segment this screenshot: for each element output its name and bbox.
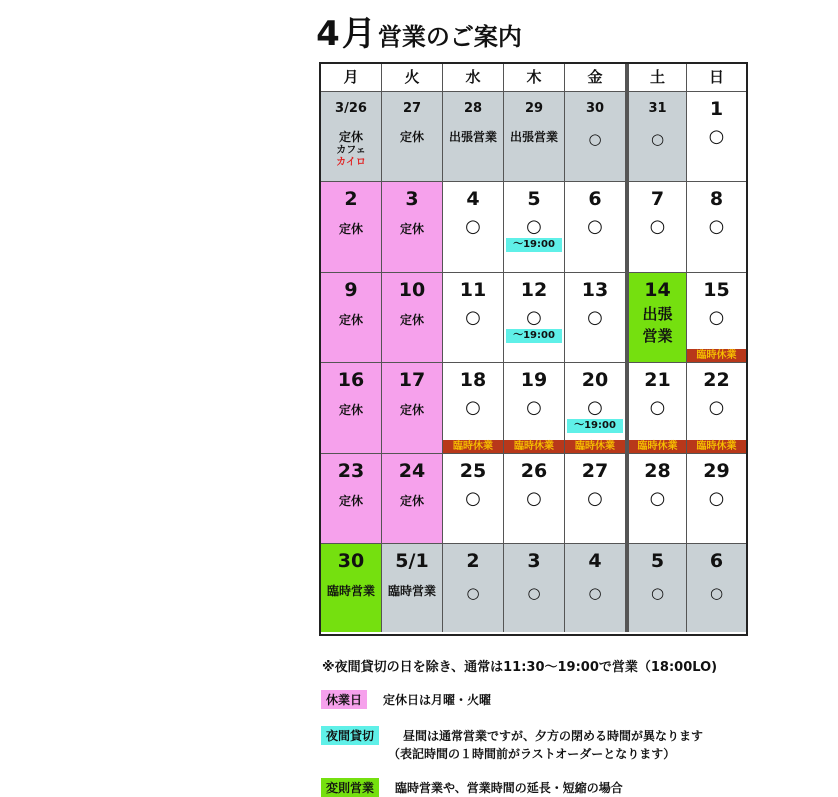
calendar-day-cell <box>565 454 626 544</box>
day-status: ○ <box>526 216 542 237</box>
calendar-day-cell <box>321 273 382 363</box>
calendar-day-cell <box>565 544 626 632</box>
day-status: ○ <box>465 307 481 328</box>
hours-note: ※夜間貸切の日を除き、通常は11:30～19:00で営業（18:00LO) <box>322 660 718 675</box>
calendar-day-cell <box>565 92 626 182</box>
day-status: 定休 <box>338 130 363 144</box>
weekday-header: 土 <box>626 64 687 92</box>
calendar-day-cell <box>504 92 565 182</box>
day-status: ○ <box>709 584 724 602</box>
legend-special <box>321 778 623 797</box>
calendar-day-cell <box>504 273 565 363</box>
day-number: 22 <box>703 369 730 391</box>
night-reservation-badge: ～19:00 <box>567 419 623 433</box>
day-status: ○ <box>708 216 725 237</box>
day-number: 11 <box>459 279 487 301</box>
day-number: 27 <box>402 101 422 116</box>
calendar-day-cell <box>443 544 504 632</box>
day-note-chiro: カイロ <box>336 157 366 168</box>
title-text: 営業のご案内 <box>377 23 522 51</box>
temporary-closed-badge: 臨時休業 <box>687 349 746 362</box>
calendar-day-cell <box>626 544 687 632</box>
day-status: ○ <box>649 216 666 237</box>
day-number: 3/26 <box>335 101 367 116</box>
day-status: 定休 <box>399 403 424 417</box>
day-status: 定休 <box>338 222 363 236</box>
legend-text-special: 臨時営業や、営業時間の延長・短縮の場合 <box>395 781 623 795</box>
day-status: ○ <box>526 307 542 328</box>
day-number: 29 <box>703 460 730 482</box>
day-number: 27 <box>581 460 609 482</box>
day-number: 4 <box>466 188 480 210</box>
calendar-day-cell <box>443 182 504 273</box>
calendar-day-cell <box>504 182 565 273</box>
calendar-day-cell <box>687 182 746 273</box>
day-number: 15 <box>703 279 730 301</box>
day-number: 4 <box>588 550 602 572</box>
calendar-day-cell <box>504 544 565 632</box>
day-number: 13 <box>581 279 609 301</box>
day-number: 30 <box>337 550 365 572</box>
day-status: 臨時営業 <box>387 584 436 598</box>
calendar-day-cell <box>443 363 504 454</box>
day-status: ○ <box>527 584 541 602</box>
day-status: ○ <box>708 397 725 418</box>
calendar-day-cell <box>687 92 746 182</box>
calendar-day-cell <box>382 454 443 544</box>
day-status: 定休 <box>399 130 424 144</box>
day-number: 23 <box>337 460 365 482</box>
day-number: 19 <box>520 369 548 391</box>
calendar <box>319 62 748 636</box>
legend-text-night: 昼間は通常営業ですが、夕方の閉める時間が異なります <box>403 729 704 743</box>
weekday-header: 水 <box>443 64 504 92</box>
day-number: 2 <box>344 188 358 210</box>
day-status: ○ <box>708 307 725 328</box>
temporary-closed-badge: 臨時休業 <box>565 440 625 453</box>
day-status: ○ <box>587 216 603 237</box>
temporary-closed-badge: 臨時休業 <box>504 440 564 453</box>
weekday-header: 火 <box>382 64 443 92</box>
day-status: ○ <box>708 126 725 147</box>
day-number: 6 <box>709 550 724 572</box>
calendar-day-cell <box>626 273 687 363</box>
weekday-header: 日 <box>687 64 746 92</box>
calendar-day-cell <box>382 182 443 273</box>
day-number: 6 <box>588 188 602 210</box>
day-status: 出張 <box>642 305 673 323</box>
calendar-day-cell <box>504 454 565 544</box>
temporary-closed-badge: 臨時休業 <box>687 440 746 453</box>
calendar-day-cell <box>443 92 504 182</box>
day-status: 定休 <box>399 494 424 508</box>
day-status: ○ <box>708 488 725 509</box>
calendar-day-cell <box>626 454 687 544</box>
day-number: 8 <box>709 188 724 210</box>
day-status: ○ <box>466 584 480 602</box>
temporary-closed-badge: 臨時休業 <box>629 440 686 453</box>
calendar-grid <box>321 64 746 634</box>
day-number: 3 <box>527 550 541 572</box>
day-number: 29 <box>524 101 544 116</box>
calendar-day-cell <box>687 273 746 363</box>
day-number: 28 <box>463 101 483 116</box>
calendar-day-cell <box>565 273 626 363</box>
day-number: 5 <box>527 188 541 210</box>
calendar-day-cell <box>565 182 626 273</box>
legend-text-holiday: 定休日は月曜・火曜 <box>383 693 492 707</box>
calendar-day-cell <box>321 454 382 544</box>
calendar-day-cell <box>443 454 504 544</box>
calendar-day-cell <box>687 544 746 632</box>
legend-swatch-night: 夜間貸切 <box>321 726 379 745</box>
calendar-day-cell <box>626 363 687 454</box>
day-status: 定休 <box>399 313 424 327</box>
day-status: ○ <box>465 488 481 509</box>
day-number: 9 <box>344 279 358 301</box>
day-status: ○ <box>465 397 481 418</box>
legend-night <box>321 726 703 745</box>
day-status: ○ <box>650 130 665 148</box>
day-number: 14 <box>644 279 671 301</box>
day-number: 24 <box>398 460 426 482</box>
calendar-day-cell <box>382 92 443 182</box>
day-status: 臨時営業 <box>326 584 375 598</box>
day-number: 5 <box>650 550 665 572</box>
day-status: ○ <box>650 584 665 602</box>
day-number: 28 <box>644 460 671 482</box>
day-number: 30 <box>585 101 605 116</box>
calendar-day-cell <box>382 273 443 363</box>
day-number: 3 <box>405 188 419 210</box>
day-status: ○ <box>587 397 603 418</box>
calendar-day-cell <box>321 182 382 273</box>
title-month: 4月 <box>316 14 378 54</box>
calendar-day-cell <box>687 363 746 454</box>
calendar-day-cell <box>321 363 382 454</box>
legend-swatch-special: 変則営業 <box>321 778 379 797</box>
day-status-line2: 営業 <box>642 327 673 345</box>
day-status: ○ <box>526 397 542 418</box>
calendar-day-cell <box>443 273 504 363</box>
day-number: 26 <box>520 460 548 482</box>
day-note-cafe: カフェ <box>336 145 366 156</box>
weekday-header: 月 <box>321 64 382 92</box>
day-status: 定休 <box>338 494 363 508</box>
day-number: 17 <box>398 369 426 391</box>
day-status: 出張営業 <box>509 130 558 144</box>
day-status: ○ <box>587 307 603 328</box>
day-status: ○ <box>649 488 666 509</box>
calendar-day-cell <box>321 92 382 182</box>
day-status: ○ <box>587 488 603 509</box>
day-number: 10 <box>398 279 426 301</box>
calendar-day-cell <box>504 363 565 454</box>
day-status: ○ <box>649 397 666 418</box>
calendar-day-cell <box>626 92 687 182</box>
calendar-day-cell <box>626 182 687 273</box>
night-reservation-badge: ～19:00 <box>506 238 562 252</box>
temporary-closed-badge: 臨時休業 <box>443 440 503 453</box>
day-number: 2 <box>466 550 480 572</box>
calendar-day-cell <box>687 454 746 544</box>
day-number: 21 <box>644 369 671 391</box>
calendar-day-cell <box>321 544 382 632</box>
day-status: 出張営業 <box>448 130 497 144</box>
legend-swatch-holiday: 休業日 <box>321 690 367 709</box>
page-title <box>0 6 838 55</box>
night-reservation-badge: ～19:00 <box>506 329 562 343</box>
weekday-header: 木 <box>504 64 565 92</box>
day-number: 5/1 <box>395 550 429 572</box>
day-number: 12 <box>520 279 548 301</box>
day-number: 20 <box>581 369 609 391</box>
calendar-day-cell <box>382 363 443 454</box>
calendar-day-cell <box>565 363 626 454</box>
day-status: 定休 <box>338 313 363 327</box>
day-number: 1 <box>709 98 724 120</box>
day-number: 18 <box>459 369 487 391</box>
day-status: 定休 <box>399 222 424 236</box>
day-number: 25 <box>459 460 487 482</box>
day-number: 16 <box>337 369 365 391</box>
day-status: ○ <box>465 216 481 237</box>
day-status: 定休 <box>338 403 363 417</box>
weekday-header: 金 <box>565 64 626 92</box>
day-status: ○ <box>588 130 602 148</box>
day-number: 7 <box>650 188 665 210</box>
day-status: ○ <box>526 488 542 509</box>
day-status: ○ <box>588 584 602 602</box>
calendar-day-cell <box>382 544 443 632</box>
day-number: 31 <box>648 101 667 116</box>
legend-night-note: （表記時間の１時間前がラストオーダーとなります） <box>388 747 676 761</box>
legend-holiday <box>321 690 491 709</box>
